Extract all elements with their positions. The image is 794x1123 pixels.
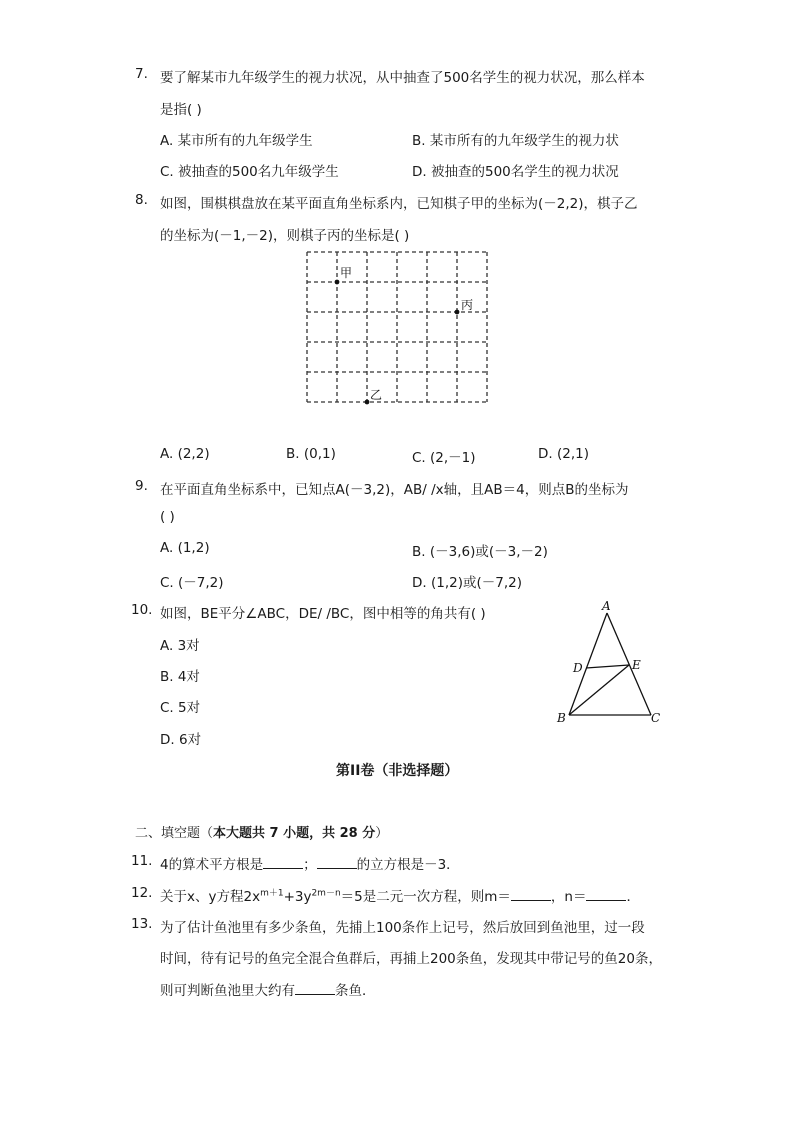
question-7-number: 7. <box>135 66 148 82</box>
question-10-number: 10. <box>131 602 153 618</box>
question-9-option-d: D. (1,2)或(－7,2) <box>412 575 522 591</box>
question-8-option-a: A. (2,2) <box>160 446 210 462</box>
question-10-option-a: A. 3对 <box>160 638 200 654</box>
question-11-text <box>160 853 460 873</box>
go-board-figure <box>300 248 495 408</box>
question-12-part-c: ＝5是二元一次方程，则m＝ <box>340 889 511 905</box>
question-7-option-b: B. 某市所有的九年级学生的视力状 <box>412 133 619 149</box>
question-9-option-c: C. (－7,2) <box>160 575 224 591</box>
question-13-number: 13. <box>131 916 153 932</box>
question-12-part-d: ，n＝ <box>550 889 587 905</box>
go-board-grid <box>307 252 487 402</box>
vertex-e-label: E <box>632 658 641 672</box>
question-8-number: 8. <box>135 192 148 208</box>
question-8-option-c: C. (2,－1) <box>412 450 476 466</box>
question-7-stem-line1: 要了解某市九年级学生的视力状况，从中抽查了500名学生的视力状况，那么样本 <box>160 70 645 86</box>
question-9-option-b: B. (－3,6)或(－3,－2) <box>412 544 548 560</box>
answer-blank[interactable] <box>295 982 335 995</box>
question-8-stem-line1: 如图，围棋棋盘放在某平面直角坐标系内，已知棋子甲的坐标为(－2,2)，棋子乙 <box>160 196 638 212</box>
stone-yi <box>365 400 370 405</box>
answer-blank[interactable] <box>511 888 551 901</box>
exponent-2: 2m－n <box>311 888 341 899</box>
question-10-stem: 如图，BE平分∠ABC，DE/ /BC，图中相等的角共有( ) <box>160 606 486 622</box>
stone-bing <box>455 310 460 315</box>
vertex-d-label: D <box>573 661 583 675</box>
label-yi: 乙 <box>370 388 383 402</box>
question-13-part-b: 条鱼． <box>335 983 376 999</box>
question-11-part-b: ； <box>303 857 317 873</box>
part-two-title: 第II卷（非选择题） <box>336 763 459 779</box>
answer-blank[interactable] <box>263 856 303 869</box>
label-jia: 甲 <box>340 266 353 280</box>
question-12-number: 12. <box>131 885 153 901</box>
question-12-part-a: 关于x、y方程2x <box>160 889 261 905</box>
question-10-option-b: B. 4对 <box>160 669 200 685</box>
question-7-stem-line2: 是指( ) <box>160 102 202 118</box>
vertex-a-label: A <box>602 599 611 613</box>
section-two-suffix: ） <box>375 826 389 841</box>
question-13-line2: 时间，待有记号的鱼完全混合鱼群后，再捕上200条鱼，发现其中带记号的鱼20条， <box>160 951 662 967</box>
label-bing: 丙 <box>461 298 474 312</box>
question-11-part-a: 4的算术平方根是 <box>160 857 264 873</box>
question-12-text <box>160 885 640 905</box>
question-10-option-c: C. 5对 <box>160 700 201 716</box>
section-two-prefix: 二、填空题（ <box>135 826 214 841</box>
question-8-option-d: D. (2,1) <box>538 446 589 462</box>
question-12-part-e: ． <box>626 889 640 905</box>
question-13-line3 <box>160 979 376 999</box>
answer-blank[interactable] <box>586 888 626 901</box>
question-9-stem-line1: 在平面直角坐标系中，已知点A(－3,2)，AB/ /x轴，且AB＝4，则点B的坐标为 <box>160 482 629 498</box>
stone-jia <box>335 280 340 285</box>
segment-ac <box>607 613 651 715</box>
segment-de <box>586 665 629 668</box>
question-8-option-b: B. (0,1) <box>286 446 336 462</box>
section-two-header <box>135 822 388 841</box>
question-9-stem-line2: ( ) <box>160 509 175 525</box>
question-7-option-a: A. 某市所有的九年级学生 <box>160 133 313 149</box>
question-11-number: 11. <box>131 853 153 869</box>
question-12-part-b: +3y <box>283 889 312 905</box>
vertex-b-label: B <box>557 711 566 725</box>
question-10-option-d: D. 6对 <box>160 732 202 748</box>
question-13-part-a: 则可判断鱼池里大约有 <box>160 983 295 999</box>
question-11-part-c: 的立方根是－3． <box>356 857 460 873</box>
triangle-figure <box>555 598 667 728</box>
question-7-option-c: C. 被抽查的500名九年级学生 <box>160 164 339 180</box>
question-8-stem-line2: 的坐标为(－1,－2)，则棋子丙的坐标是( ) <box>160 228 410 244</box>
vertex-c-label: C <box>651 711 661 725</box>
exponent-1: m＋1 <box>260 888 284 899</box>
answer-blank[interactable] <box>317 856 357 869</box>
question-13-line1: 为了估计鱼池里有多少条鱼，先捕上100条作上记号，然后放回到鱼池里，过一段 <box>160 920 645 936</box>
section-two-info: 本大题共 7 小题，共 28 分 <box>213 826 376 841</box>
question-9-option-a: A. (1,2) <box>160 540 210 556</box>
question-7-option-d: D. 被抽查的500名学生的视力状况 <box>412 164 619 180</box>
question-9-number: 9. <box>135 478 148 494</box>
